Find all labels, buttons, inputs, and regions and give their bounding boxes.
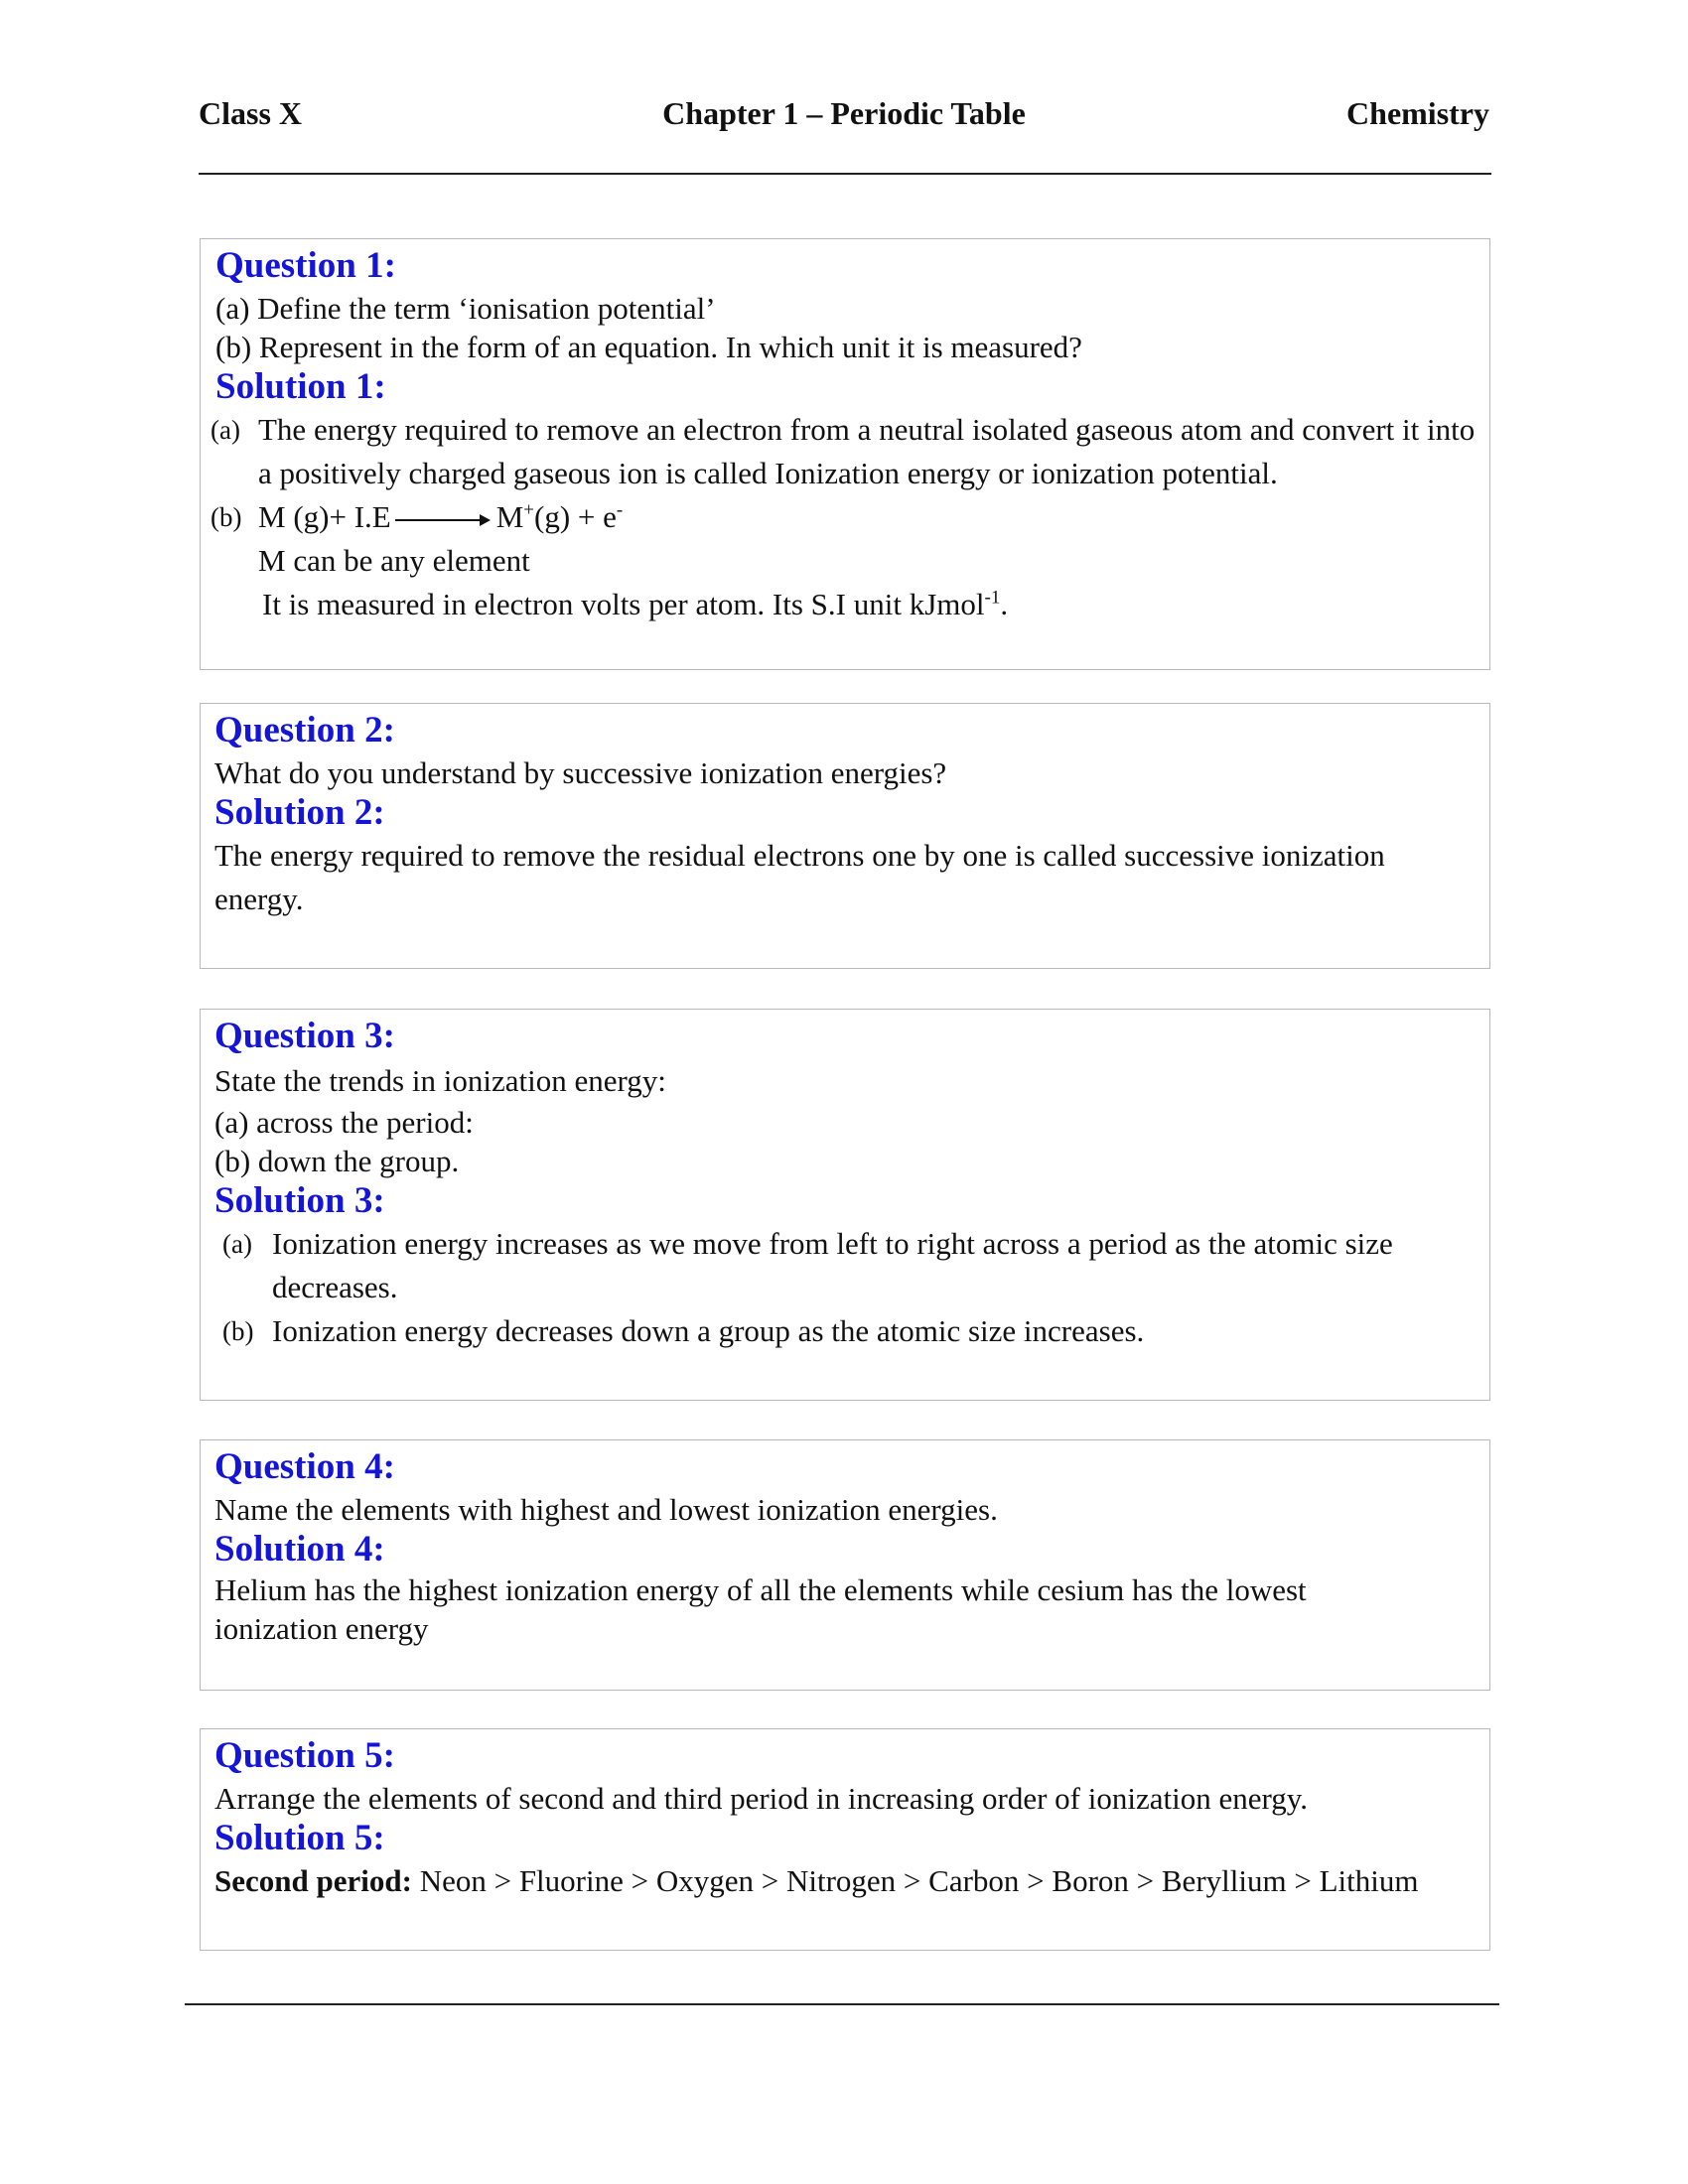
question-5-title: Question 5: [214,1735,395,1776]
question-1-part-a: (a) Define the term ‘ionisation potential’ [215,291,716,326]
question-3-title: Question 3: [214,1016,395,1056]
solution-4-title: Solution 4: [214,1529,385,1570]
question-1-box [200,238,1490,670]
question-2-box [200,703,1490,969]
question-5-box [200,1728,1490,1951]
solution-3-a-text: Ionization energy increases as we move from left to right across a period as the atomic size decreases. [272,1226,1393,1304]
solution-4-line-1: Helium has the highest ionization energy of all the elements while cesium has the lowest [214,1572,1307,1607]
solution-1-unit-note [211,583,1476,626]
unit-text: It is measured in electron volts per atom. Its S.I unit kJmol [262,587,985,621]
ionization-equation [258,495,1476,539]
solution-3-b-marker: (b) [222,1316,254,1346]
question-4-title: Question 4: [214,1446,395,1487]
reaction-arrow-icon [395,513,491,527]
solution-1-part-b [211,495,1476,539]
equation-reactants: M (g)+ I.E [258,499,391,534]
equation-product-charge: + [523,499,534,521]
equation-product-rest: (g) + e [534,499,617,534]
question-4-box [200,1439,1490,1691]
question-2-title: Question 2: [214,710,395,751]
solution-3-b-text: Ionization energy decreases down a group as the atomic size increases. [272,1313,1145,1348]
solution-3-a-marker: (a) [222,1229,252,1259]
solution-2-text: The energy required to remove the residual electrons one by one is called successive ionization energy. [214,838,1385,916]
electron-charge: - [616,499,624,521]
solution-1-a-text: The energy required to remove an electron from a neutral isolated gaseous atom and convert it into a positively charged gaseous ion is called Ionization energy or ionization potential. [258,412,1476,490]
question-4-text: Name the elements with highest and lowest ionization energies. [214,1492,998,1527]
page-header [199,95,1489,145]
question-3-part-b: (b) down the group. [214,1144,460,1178]
equation-product-m: M [495,499,524,534]
class-label: Class X [199,95,303,131]
second-period-order: Neon > Fluorine > Oxygen > Nitrogen > Carbon > Boron > Beryllium > Lithium [411,1863,1419,1898]
solution-2-title: Solution 2: [214,792,385,833]
solution-3-part-b [222,1309,1476,1353]
solution-1-element-note: M can be any element [258,543,530,578]
chapter-title: Chapter 1 – Periodic Table [662,95,1026,131]
question-5-text: Arrange the elements of second and third period in increasing order of ionization energy. [214,1781,1308,1816]
solution-3-title: Solution 3: [214,1180,385,1221]
question-3-text: State the trends in ionization energy: [214,1063,666,1098]
solution-3-part-a [222,1222,1476,1309]
solution-1-title: Solution 1: [215,366,386,407]
question-1-part-b: (b) Represent in the form of an equation. In which unit it is measured? [215,330,1082,364]
question-3-box [200,1009,1490,1401]
solution-1-part-a [211,408,1476,495]
solution-5-title: Solution 5: [214,1818,385,1858]
solution-5-second-period [214,1859,1476,1903]
question-3-part-a: (a) across the period: [214,1105,474,1140]
header-divider [199,173,1491,175]
second-period-label: Second period: [214,1863,412,1898]
solution-4-line-2: ionization energy [214,1611,429,1646]
unit-period: . [1000,587,1009,621]
solution-1-a-marker: (a) [211,415,240,445]
question-1-title: Question 1: [215,245,396,286]
unit-exponent: -1 [984,587,1001,609]
solution-1-b-marker: (b) [211,502,242,532]
footer-divider [185,2003,1499,2005]
subject-label: Chemistry [1346,95,1489,131]
question-2-text: What do you understand by successive ionization energies? [214,755,947,790]
